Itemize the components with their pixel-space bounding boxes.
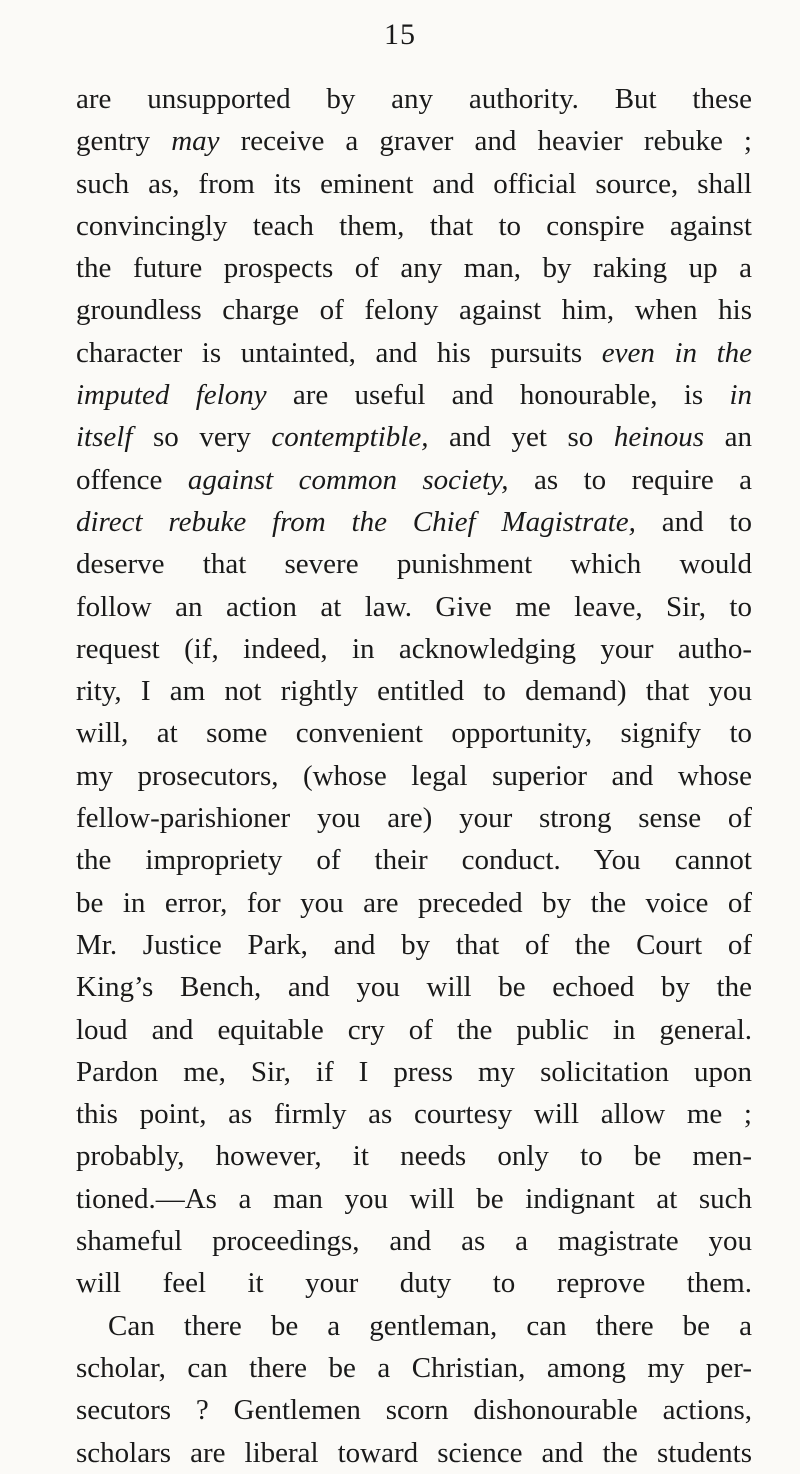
text-segment: follow an action at law. Give me leave, Sir, to bbox=[76, 590, 752, 623]
text-segment: an bbox=[704, 421, 752, 454]
text-segment: Pardon me, Sir, if I press my solicitation upon bbox=[76, 1055, 752, 1088]
text-segment: receive a graver and heavier rebuke ; bbox=[219, 125, 752, 158]
text-segment: my prosecutors, (whose legal superior and whose bbox=[76, 759, 752, 792]
text-segment: character is untainted, and his pursuits bbox=[76, 336, 602, 369]
text-line bbox=[76, 416, 752, 458]
italic-text: heinous bbox=[613, 421, 705, 454]
body-text bbox=[76, 78, 752, 1474]
text-line bbox=[76, 839, 752, 881]
text-segment: fellow-parishioner you are) your strong sense of bbox=[76, 802, 752, 835]
italic-text: in bbox=[729, 379, 752, 412]
text-segment: convincingly teach them, that to conspire against bbox=[76, 209, 752, 242]
text-line bbox=[76, 1347, 752, 1389]
italic-text: itself bbox=[76, 421, 133, 454]
text-line bbox=[76, 1051, 752, 1093]
text-segment: probably, however, it needs only to be men- bbox=[76, 1140, 752, 1173]
italic-text: imputed felony bbox=[76, 379, 267, 412]
text-line bbox=[76, 1178, 752, 1220]
text-segment: will feel it your duty to reprove them. bbox=[76, 1267, 752, 1300]
text-segment: so very bbox=[132, 421, 272, 454]
text-line bbox=[76, 374, 752, 416]
text-line bbox=[76, 628, 752, 670]
text-segment: Mr. Justice Park, and by that of the Court of bbox=[76, 928, 752, 961]
text-line bbox=[76, 882, 752, 924]
text-segment: the future prospects of any man, by raking up a bbox=[76, 252, 752, 285]
italic-text: contemptible, bbox=[271, 421, 429, 454]
text-segment: King’s Bench, and you will be echoed by the bbox=[76, 971, 752, 1004]
text-segment: scholars are liberal toward science and the students bbox=[76, 1436, 752, 1469]
text-segment: gentry bbox=[76, 125, 172, 158]
text-segment: rity, I am not rightly entitled to demand) that you bbox=[76, 675, 752, 708]
text-line bbox=[76, 586, 752, 628]
text-line bbox=[76, 247, 752, 289]
text-line bbox=[76, 1305, 752, 1347]
text-segment: scholar, can there be a Christian, among my per- bbox=[76, 1351, 752, 1384]
text-segment: shameful proceedings, and as a magistrate you bbox=[76, 1225, 752, 1258]
text-segment: will, at some convenient opportunity, signify to bbox=[76, 717, 752, 750]
text-line bbox=[76, 205, 752, 247]
text-segment: request (if, indeed, in acknowledging your autho- bbox=[76, 632, 752, 665]
text-line bbox=[76, 459, 752, 501]
text-segment: be in error, for you are preceded by the voice of bbox=[76, 886, 752, 919]
text-segment: groundless charge of felony against him, when his bbox=[76, 294, 752, 327]
text-segment: are unsupported by any authority. But these bbox=[76, 83, 752, 115]
text-segment: deserve that severe punishment which would bbox=[76, 548, 752, 581]
text-line bbox=[76, 924, 752, 966]
text-line bbox=[76, 1009, 752, 1051]
text-line bbox=[76, 712, 752, 754]
page-number: 15 bbox=[384, 18, 416, 51]
text-line bbox=[76, 289, 752, 331]
text-segment: secutors ? Gentlemen scorn dishonourable actions, bbox=[76, 1394, 752, 1427]
text-line bbox=[76, 78, 752, 120]
text-segment: tioned.—As a man you will be indignant at such bbox=[76, 1182, 752, 1215]
italic-text: may bbox=[171, 125, 220, 158]
text-segment: and to bbox=[635, 505, 752, 538]
text-segment: Can there be a gentleman, can there be a bbox=[108, 1309, 752, 1342]
text-line bbox=[76, 797, 752, 839]
text-line bbox=[76, 1262, 752, 1304]
text-line bbox=[76, 1135, 752, 1177]
text-line bbox=[76, 755, 752, 797]
text-segment: this point, as firmly as courtesy will allow me ; bbox=[76, 1098, 752, 1131]
italic-text: direct rebuke from the Chief Magistrate, bbox=[76, 505, 636, 538]
text-line bbox=[76, 332, 752, 374]
text-segment: such as, from its eminent and official source, shall bbox=[76, 167, 752, 200]
text-line bbox=[76, 120, 752, 162]
text-line bbox=[76, 543, 752, 585]
text-segment: as to require a bbox=[508, 463, 752, 496]
text-line bbox=[76, 1389, 752, 1431]
text-line bbox=[76, 1432, 752, 1474]
text-line bbox=[76, 670, 752, 712]
text-segment: the impropriety of their conduct. You cannot bbox=[76, 844, 752, 877]
text-segment: and yet so bbox=[428, 421, 614, 454]
text-line bbox=[76, 966, 752, 1008]
text-line bbox=[76, 1093, 752, 1135]
text-line bbox=[76, 501, 752, 543]
text-line bbox=[76, 163, 752, 205]
text-line bbox=[76, 1220, 752, 1262]
text-segment: offence bbox=[76, 463, 188, 496]
text-segment: are useful and honourable, is bbox=[266, 379, 730, 412]
italic-text: even in the bbox=[601, 336, 752, 369]
italic-text: against common society, bbox=[187, 463, 509, 496]
text-segment: loud and equitable cry of the public in general. bbox=[76, 1013, 752, 1046]
